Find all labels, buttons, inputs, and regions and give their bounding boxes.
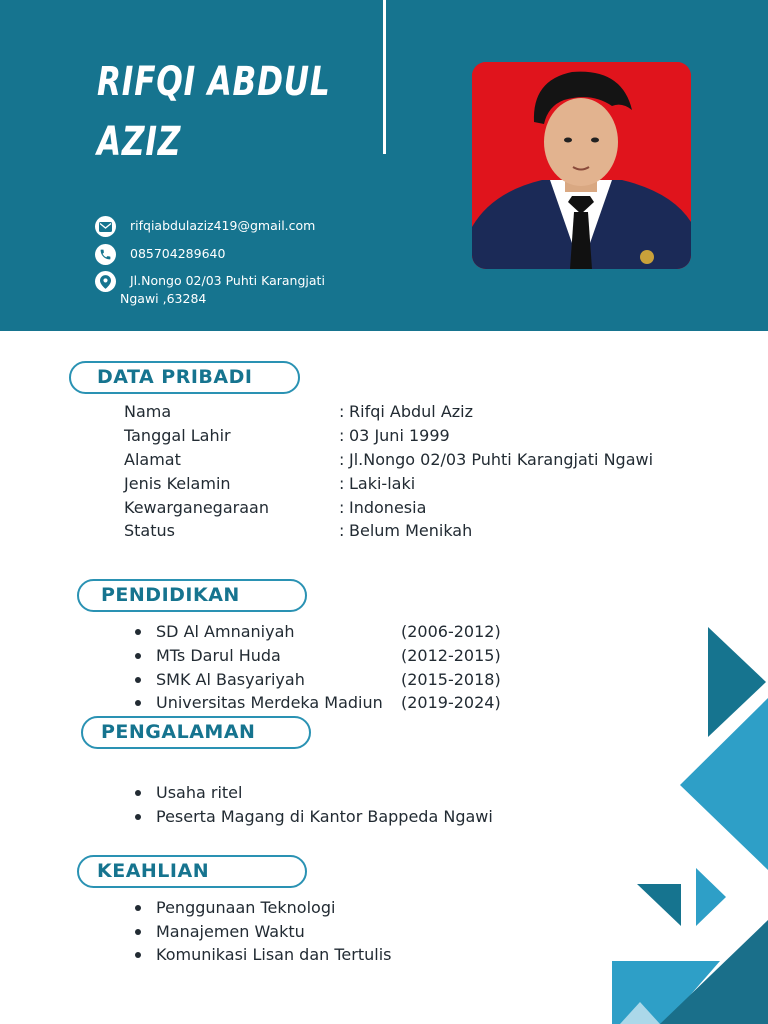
education-school: SD Al Amnaniyah bbox=[156, 622, 295, 641]
personal-value: Laki-laki bbox=[349, 474, 416, 493]
name-line-1: RIFQI ABDUL bbox=[97, 59, 331, 105]
email-text[interactable]: rifqiabdulaziz419@gmail.com bbox=[130, 218, 316, 233]
personal-value: Belum Menikah bbox=[349, 521, 473, 540]
experience-text: Usaha ritel bbox=[156, 783, 243, 802]
education-years: (2019-2024) bbox=[401, 693, 501, 712]
section-title-skills: KEAHLIAN bbox=[77, 855, 307, 888]
skill-text: Manajemen Waktu bbox=[156, 922, 305, 941]
education-years: (2015-2018) bbox=[401, 670, 501, 689]
education-school: Universitas Merdeka Madiun bbox=[156, 693, 383, 712]
personal-value: Rifqi Abdul Aziz bbox=[349, 402, 473, 421]
personal-separator: : bbox=[339, 402, 345, 421]
section-title-experience: PENGALAMAN bbox=[81, 716, 311, 749]
personal-label: Nama bbox=[124, 402, 172, 421]
section-title-education: PENDIDIKAN bbox=[77, 579, 307, 612]
location-pin-icon bbox=[95, 271, 116, 292]
personal-separator: : bbox=[339, 426, 345, 445]
header-divider bbox=[383, 0, 386, 154]
personal-separator: : bbox=[339, 521, 345, 540]
portrait-photo-icon bbox=[472, 62, 691, 269]
address-text bbox=[120, 272, 325, 308]
personal-value: 03 Juni 1999 bbox=[349, 426, 450, 445]
skill-text: Komunikasi Lisan dan Tertulis bbox=[156, 945, 392, 964]
email-icon bbox=[95, 216, 116, 237]
personal-separator: : bbox=[339, 498, 345, 517]
experience-text: Peserta Magang di Kantor Bappeda Ngawi bbox=[156, 807, 493, 826]
personal-label: Jenis Kelamin bbox=[124, 474, 231, 493]
personal-separator: : bbox=[339, 474, 345, 493]
name-line-2: AZIZ bbox=[97, 119, 182, 165]
personal-label: Tanggal Lahir bbox=[124, 426, 231, 445]
personal-label: Kewarganegaraan bbox=[124, 498, 269, 517]
address-line-2: Ngawi ,63284 bbox=[120, 291, 207, 306]
education-school: MTs Darul Huda bbox=[156, 646, 281, 665]
skill-text: Penggunaan Teknologi bbox=[156, 898, 336, 917]
personal-separator: : bbox=[339, 450, 345, 469]
address-line-1: Jl.Nongo 02/03 Puhti Karangjati bbox=[130, 273, 325, 288]
profile-photo bbox=[472, 62, 691, 269]
personal-label: Status bbox=[124, 521, 175, 540]
education-years: (2006-2012) bbox=[401, 622, 501, 641]
phone-text[interactable]: 085704289640 bbox=[130, 246, 226, 261]
personal-label: Alamat bbox=[124, 450, 181, 469]
personal-value: Indonesia bbox=[349, 498, 427, 517]
education-school: SMK Al Basyariyah bbox=[156, 670, 305, 689]
personal-value: Jl.Nongo 02/03 Puhti Karangjati Ngawi bbox=[349, 450, 654, 469]
full-name bbox=[97, 52, 331, 172]
education-years: (2012-2015) bbox=[401, 646, 501, 665]
section-title-personal: DATA PRIBADI bbox=[69, 361, 300, 394]
header-banner bbox=[0, 0, 768, 331]
phone-icon bbox=[95, 244, 116, 265]
